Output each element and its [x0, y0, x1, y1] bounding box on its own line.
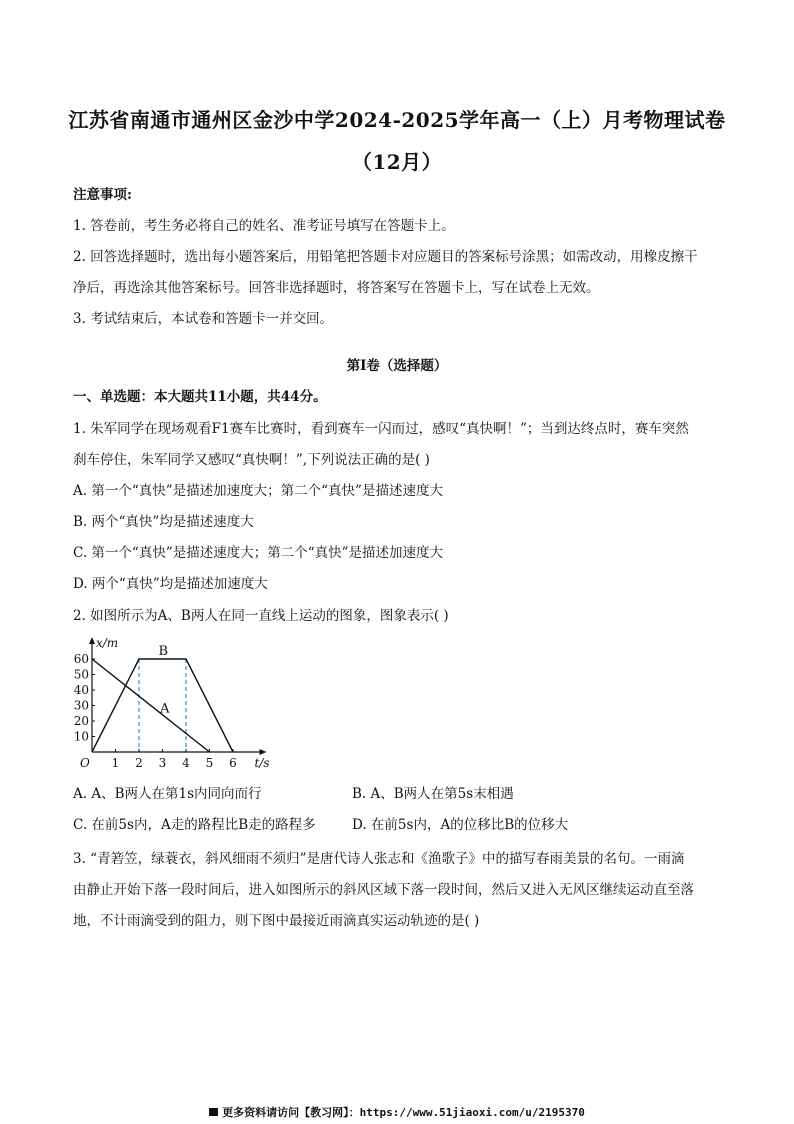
series-b-label: B: [158, 644, 169, 659]
exam-subtitle: （12月）: [351, 150, 443, 174]
footer-text: 更多资料请访问【教习网】：https://www.51jiaoxi.com/u/2195370: [222, 1106, 585, 1119]
q2-option-a: A. A、B两人在第1s内同向而行: [73, 786, 262, 802]
x-tick-label: 6: [229, 756, 237, 770]
y-tick-label: 40: [73, 683, 89, 697]
q3-stem: 地，不计雨滴受到的阻力，则下图中最接近雨滴真实运动轨迹的是( ): [73, 913, 480, 929]
q1-stem: 1. 朱军同学在现场观看F1赛车比赛时，看到赛车一闪而过，感叹“真快啊！”；当到达终点时，赛车突然: [73, 421, 689, 437]
notice-heading: 注意事项:: [73, 187, 132, 203]
notice-item: 净后，再选涂其他答案标号。回答非选择题时，将答案写在答题卡上，写在试卷上无效。: [73, 280, 600, 296]
q1-option-a: A. 第一个“真快”是描述加速度大；第二个“真快”是描述速度大: [73, 483, 443, 499]
q2-option-d: D. 在前5s内，A的位移比B的位移大: [352, 817, 569, 833]
x-tick-label: 3: [158, 756, 167, 770]
volume-heading: 第Ⅰ卷（选择题）: [346, 358, 448, 374]
x-tick-label: 1: [111, 756, 120, 770]
q2-stem: 2. 如图所示为A、B两人在同一直线上运动的图象，图象表示( ): [73, 608, 449, 624]
q2-option-b: B. A、B两人在第5s末相遇: [352, 786, 514, 802]
x-axis-arrow-icon: [260, 749, 267, 755]
y-tick-label: 30: [73, 698, 89, 713]
flag-icon: [209, 1108, 218, 1116]
q1-stem: 刹车停住，朱军同学又感叹“真快啊！”,下列说法正确的是( ): [73, 452, 430, 468]
q1-option-d: D. 两个“真快”均是描述加速度大: [73, 576, 268, 592]
q2-option-c: C. 在前5s内，A走的路程比B走的路程多: [73, 817, 316, 833]
y-axis-label: x/m: [96, 636, 119, 650]
notice-item: 2. 回答选择题时，选出每小题答案后，用铅笔把答题卡对应题目的答案标号涂黑；如需改动，用橡皮擦干: [73, 249, 698, 265]
series-a-label: A: [160, 701, 170, 717]
q3-stem: 3. “青箬笠，绿蓑衣，斜风细雨不须归”是唐代诗人张志和《渔歌子》中的描写春雨美景的名句。一雨滴: [73, 851, 685, 867]
series-a-line: [92, 659, 210, 752]
q1-option-c: C. 第一个“真快”是描述速度大；第二个“真快”是描述加速度大: [73, 545, 444, 561]
y-axis-arrow-icon: [89, 637, 95, 644]
x-tick-label: 2: [135, 756, 143, 770]
q3-stem: 由静止开始下落一段时间后，进入如图所示的斜风区域下落一段时间，然后又进入无风区继续运动直至落: [73, 882, 694, 898]
notice-item: 1. 答卷前，考生务必将自己的姓名、准考证号填写在答题卡上。: [73, 218, 455, 234]
y-tick-label: 60: [73, 652, 89, 666]
x-tick-label: 5: [205, 756, 214, 770]
x-tick-label: 4: [182, 756, 190, 770]
exam-title: 江苏省南通市通州区金沙中学2024-2025学年高一（上）月考物理试卷: [68, 108, 726, 132]
footer-link[interactable]: [0, 1104, 794, 1120]
y-tick-label: 20: [73, 714, 89, 728]
part-heading: 一、单选题：本大题共11小题，共44分。: [73, 389, 327, 405]
y-tick-label: 50: [73, 667, 89, 682]
origin-label: O: [80, 756, 90, 770]
xt-graph: [70, 635, 275, 775]
x-axis-label: t/s: [254, 756, 270, 770]
y-tick-label: 10: [73, 729, 89, 744]
q1-option-b: B. 两个“真快”均是描述速度大: [73, 514, 254, 530]
notice-item: 3. 考试结束后，本试卷和答题卡一并交回。: [73, 311, 334, 327]
